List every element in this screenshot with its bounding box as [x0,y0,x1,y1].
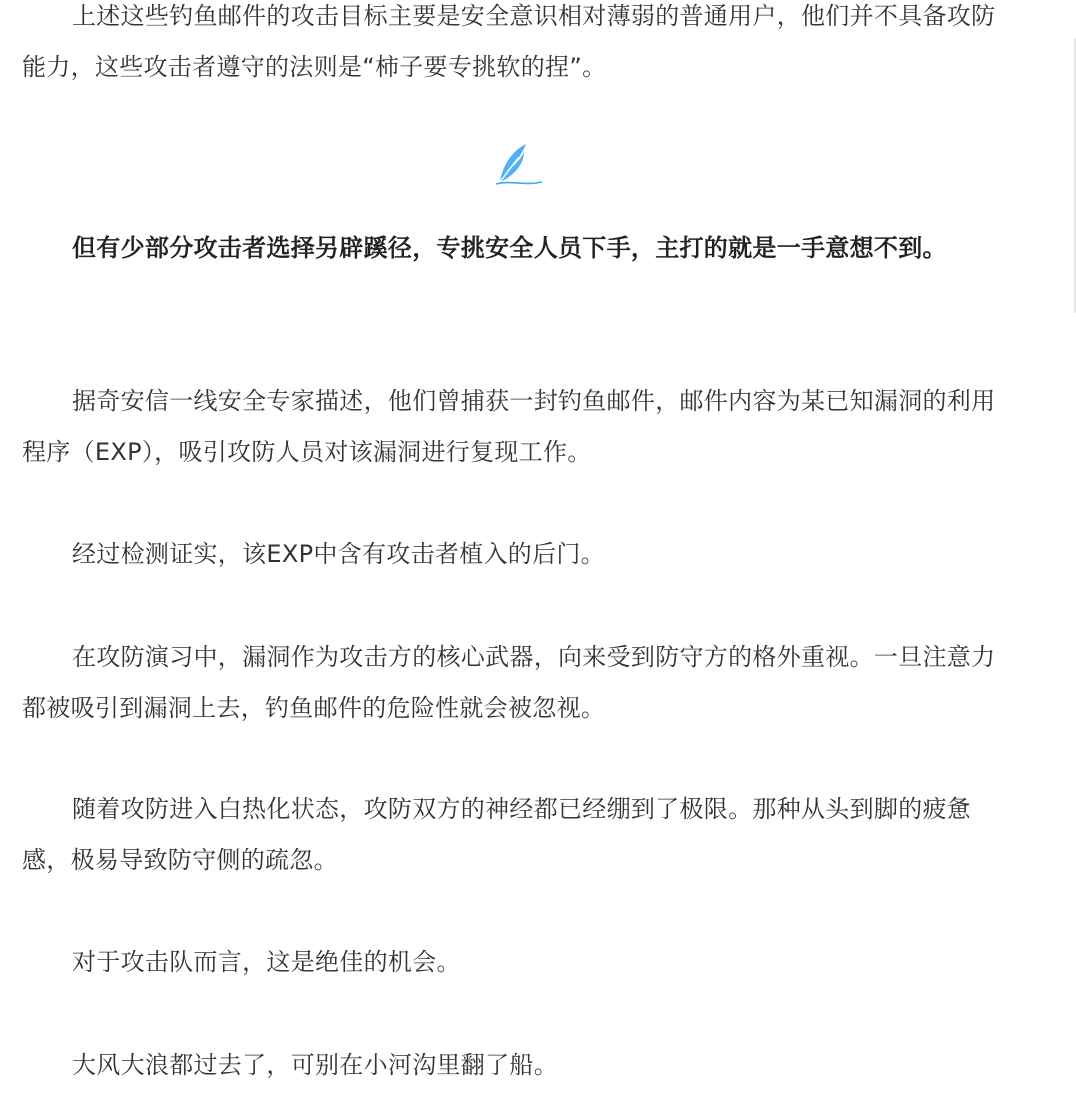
feather-quill-icon [492,138,546,190]
paragraph-vulnerability-focus: 在攻防演习中，漏洞作为攻击方的核心武器，向来受到防守方的格外重视。一旦注意力都被吸引到漏洞上去，钓鱼邮件的危险性就会被忽视。 [22,643,996,722]
paragraph-fatigue: 随着攻防进入白热化状态，攻防双方的神经都已经绷到了极限。那种从头到脚的疲惫感，极易导致防守侧的疏忽。 [22,795,972,874]
paragraph-phishing-targets: 上述这些钓鱼邮件的攻击目标主要是安全意识相对薄弱的普通用户，他们并不具备攻防能力，这些攻击者遵守的法则是“柿子要专挑软的捏”。 [22,2,996,81]
paragraph-expert-description: 据奇安信一线安全专家描述，他们曾捕获一封钓鱼邮件，邮件内容为某已知漏洞的利用程序（EXP），吸引攻防人员对该漏洞进行复现工作。 [22,387,996,466]
paragraph-backdoor-confirmed: 经过检测证实，该EXP中含有攻击者植入的后门。 [72,540,605,568]
paragraph-closing: 大风大浪都过去了，可别在小河沟里翻了船。 [72,1051,558,1079]
paragraph-opportunity: 对于攻击队而言，这是绝佳的机会。 [72,948,461,976]
paragraph-target-security-staff: 但有少部分攻击者选择另辟蹊径，专挑安全人员下手，主打的就是一手意想不到。 [72,234,947,262]
